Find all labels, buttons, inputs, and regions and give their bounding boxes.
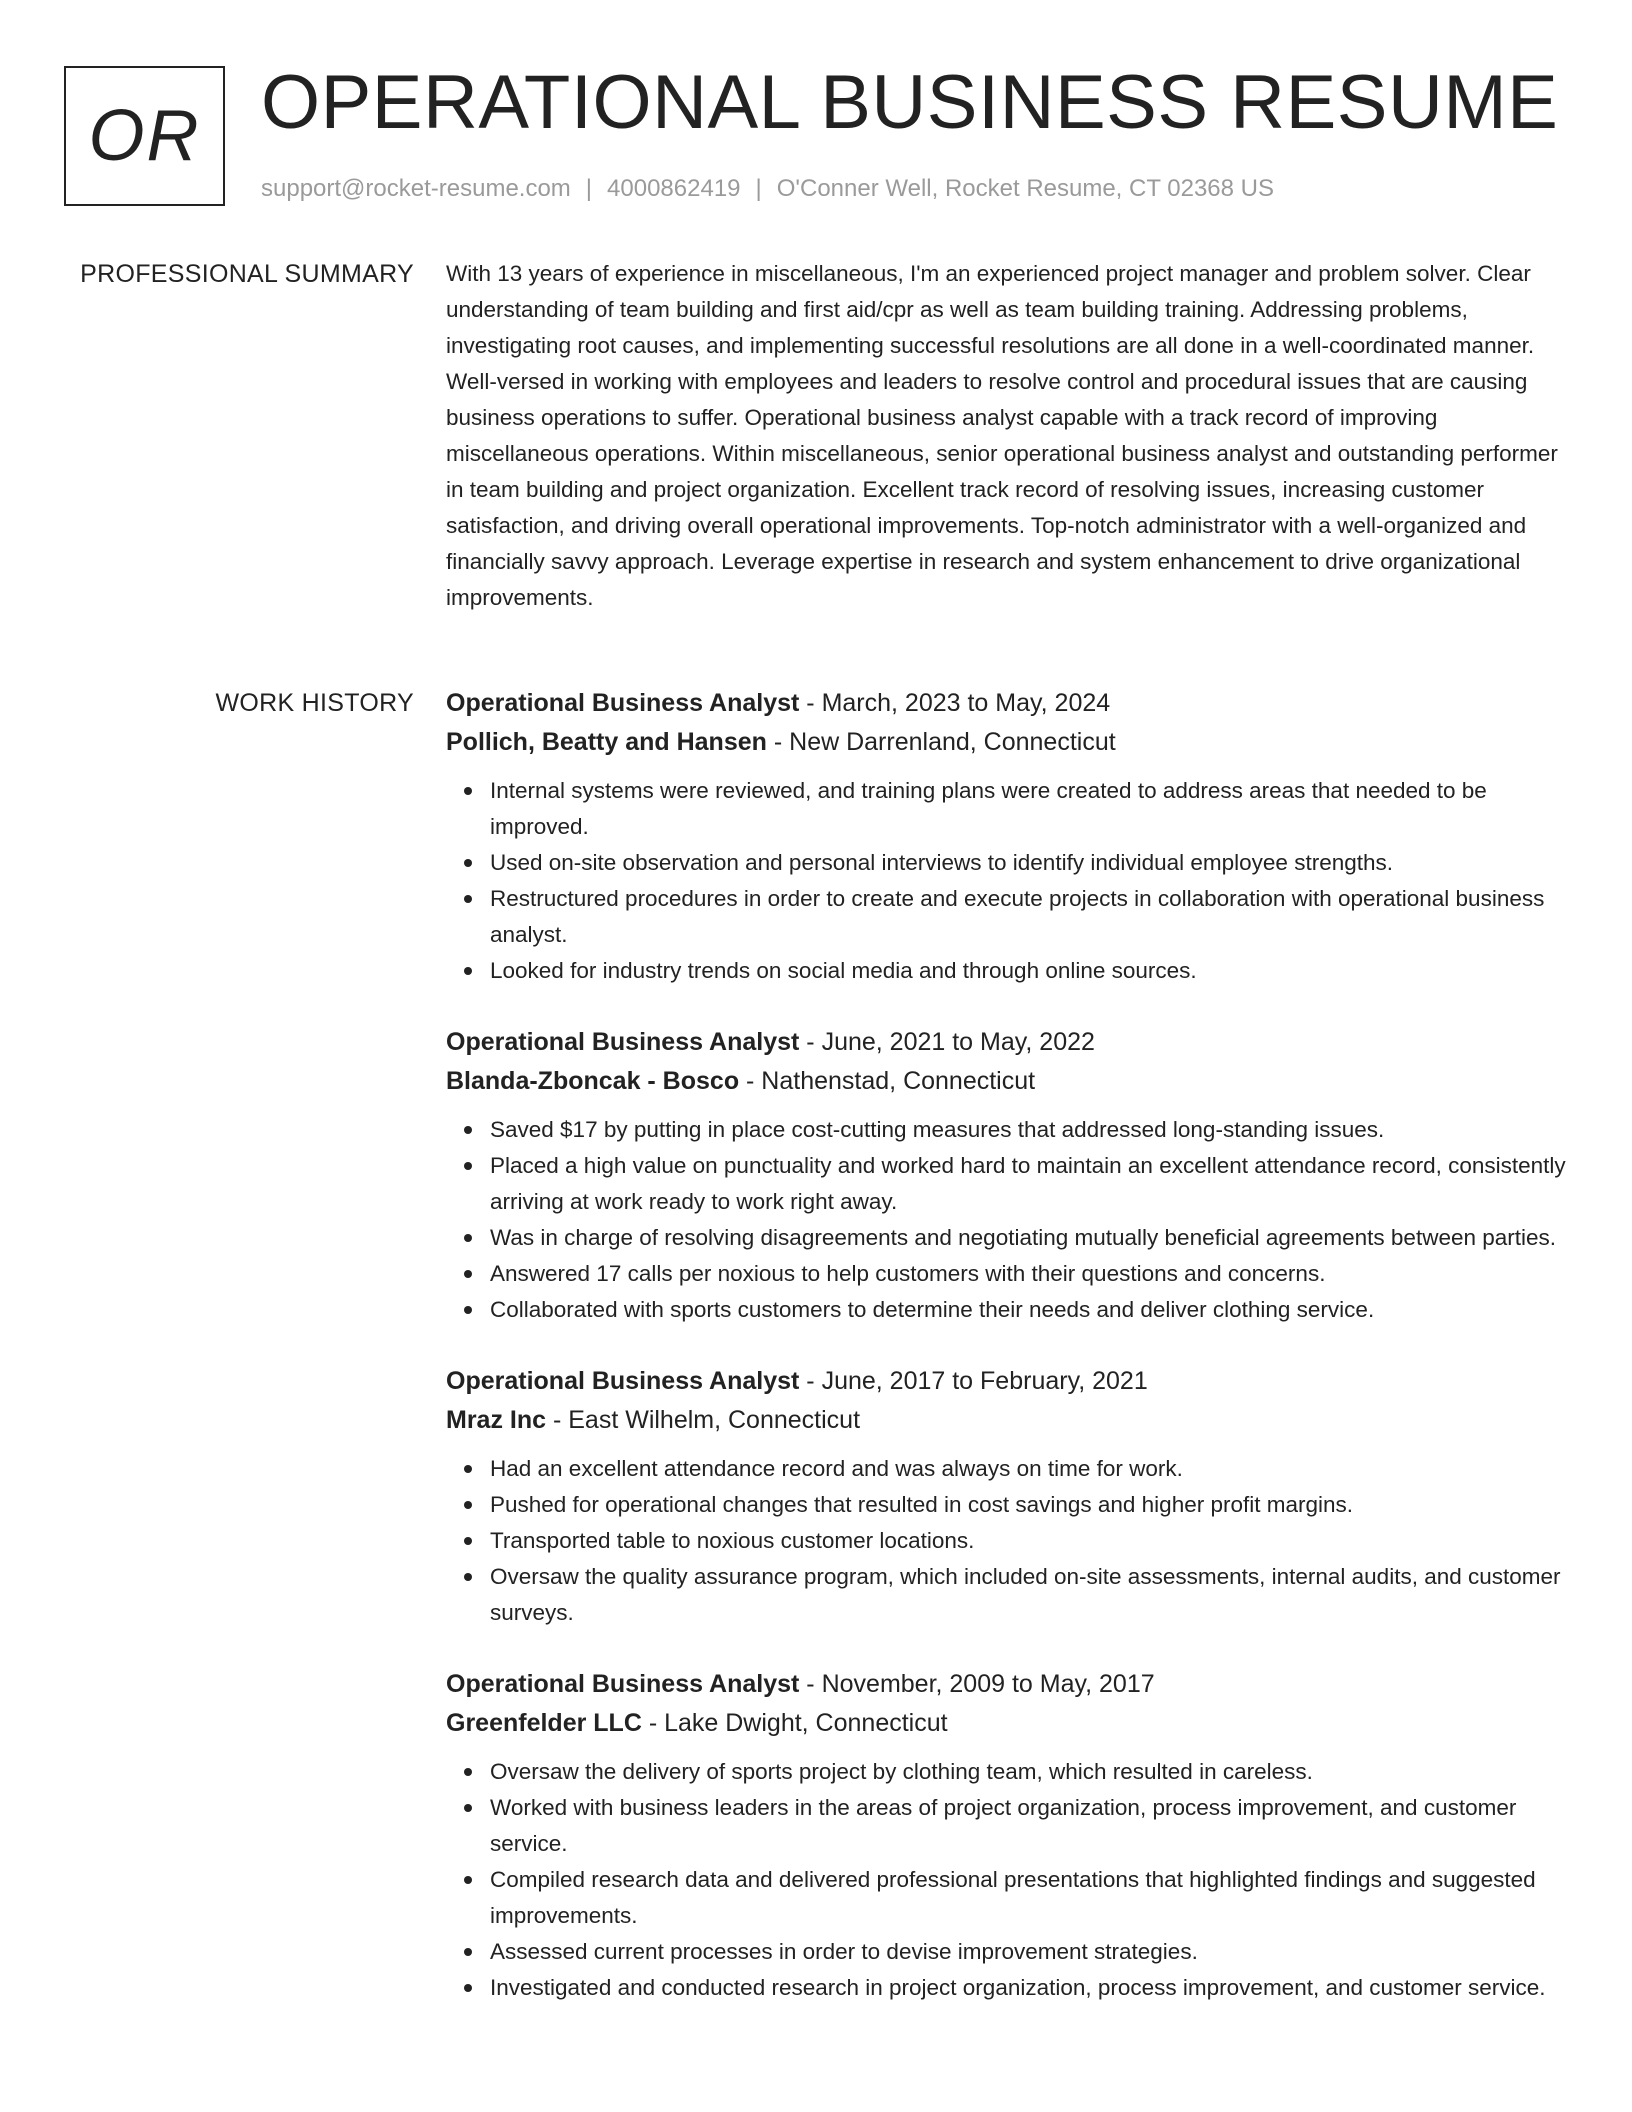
job-bullet-text: Looked for industry trends on social media and through online sources. — [490, 958, 1197, 983]
bullet-dot-icon — [464, 895, 472, 903]
job-bullet-list — [446, 1451, 1568, 1631]
job-bullet-list — [446, 773, 1568, 989]
bullet-dot-icon — [464, 1234, 472, 1242]
job-company: Greenfelder LLC — [446, 1709, 642, 1737]
resume-header — [64, 60, 1568, 210]
bullet-dot-icon — [464, 1804, 472, 1812]
job-bullet-text: Internal systems were reviewed, and training plans were created to address areas that needed to be improved. — [490, 778, 1487, 839]
job-bullet-text: Saved $17 by putting in place cost-cutting measures that addressed long-standing issues. — [490, 1117, 1385, 1142]
job-bullet — [490, 773, 1568, 845]
job-bullet — [490, 1523, 1568, 1559]
job-bullet — [490, 1970, 1568, 2006]
job-dates: - June, 2021 to May, 2022 — [799, 1028, 1095, 1056]
job-location: - New Darrenland, Connecticut — [766, 728, 1116, 756]
job-bullet — [490, 1487, 1568, 1523]
job-company: Pollich, Beatty and Hansen — [446, 728, 767, 756]
job-bullet — [490, 1451, 1568, 1487]
bullet-dot-icon — [464, 1984, 472, 1992]
job-bullet — [490, 845, 1568, 881]
job-bullet-text: Was in charge of resolving disagreements and negotiating mutually beneficial agreements between parties. — [490, 1225, 1557, 1250]
job-bullet — [490, 1256, 1568, 1292]
job-bullet — [490, 1559, 1568, 1631]
job-location: - Lake Dwight, Connecticut — [641, 1709, 948, 1737]
job-bullet-text: Transported table to noxious customer locations. — [490, 1528, 975, 1553]
job-bullet — [490, 1862, 1568, 1934]
contact-phone: 4000862419 — [607, 175, 741, 202]
job-location: - Nathenstad, Connecticut — [739, 1067, 1036, 1095]
bullet-dot-icon — [464, 1768, 472, 1776]
job-bullet-text: Pushed for operational changes that resulted in cost savings and higher profit margins. — [490, 1492, 1354, 1517]
job-entry — [446, 1665, 1568, 2006]
job-entry — [446, 684, 1568, 989]
job-entry — [446, 1362, 1568, 1631]
bullet-dot-icon — [464, 1537, 472, 1545]
bullet-dot-icon — [464, 1306, 472, 1314]
bullet-dot-icon — [464, 967, 472, 975]
job-bullet — [490, 1112, 1568, 1148]
job-company-line — [446, 1062, 1568, 1101]
job-title-line — [446, 684, 1568, 723]
summary-body — [446, 256, 1568, 616]
job-company-line — [446, 1704, 1568, 1743]
job-title: Operational Business Analyst — [446, 1367, 800, 1395]
job-bullet-text: Placed a high value on punctuality and worked hard to maintain an excellent attendance record, consistently arriving at work ready to work right away. — [490, 1153, 1566, 1214]
job-bullet — [490, 881, 1568, 953]
section-label-work-history: WORK HISTORY — [215, 689, 414, 717]
job-title: Operational Business Analyst — [446, 689, 800, 717]
section-label-summary: PROFESSIONAL SUMMARY — [80, 260, 414, 288]
job-company-line — [446, 1401, 1568, 1440]
bullet-dot-icon — [464, 787, 472, 795]
bullet-dot-icon — [464, 1573, 472, 1581]
job-bullet-list — [446, 1112, 1568, 1328]
bullet-dot-icon — [464, 1465, 472, 1473]
job-bullet — [490, 953, 1568, 989]
bullet-dot-icon — [464, 859, 472, 867]
job-company-line — [446, 723, 1568, 762]
job-bullet — [490, 1790, 1568, 1862]
job-bullet-text: Had an excellent attendance record and was always on time for work. — [490, 1456, 1183, 1481]
job-bullet-text: Worked with business leaders in the areas of project organization, process improvement, and customer service. — [490, 1795, 1517, 1856]
contact-separator: | — [585, 175, 593, 202]
monogram-logo: OR — [64, 66, 225, 206]
contact-email: support@rocket-resume.com — [261, 175, 571, 202]
job-bullet — [490, 1220, 1568, 1256]
job-bullet-text: Restructured procedures in order to create and execute projects in collaboration with operational business analyst. — [490, 886, 1545, 947]
contact-separator: | — [755, 175, 762, 202]
job-bullet — [490, 1754, 1568, 1790]
job-bullet-list — [446, 1754, 1568, 2006]
job-bullet-text: Oversaw the delivery of sports project by clothing team, which resulted in careless. — [490, 1759, 1313, 1784]
bullet-dot-icon — [464, 1162, 472, 1170]
bullet-dot-icon — [464, 1948, 472, 1956]
job-title-line — [446, 1665, 1568, 1704]
job-bullet-text: Compiled research data and delivered professional presentations that highlighted findings and suggested improvements. — [490, 1867, 1536, 1928]
job-location: - East Wilhelm, Connecticut — [546, 1406, 861, 1434]
job-bullet-text: Collaborated with sports customers to determine their needs and deliver clothing service. — [490, 1297, 1375, 1322]
job-company: Mraz Inc — [446, 1406, 547, 1434]
job-title-line — [446, 1023, 1568, 1062]
job-bullet — [490, 1934, 1568, 1970]
job-title: Operational Business Analyst — [446, 1670, 800, 1698]
contact-address: O'Conner Well, Rocket Resume, CT 02368 US — [776, 175, 1274, 202]
job-bullet — [490, 1148, 1568, 1220]
bullet-dot-icon — [464, 1501, 472, 1509]
job-bullet-text: Investigated and conducted research in project organization, process improvement, and customer service. — [490, 1975, 1546, 2000]
job-bullet-text: Assessed current processes in order to devise improvement strategies. — [490, 1939, 1198, 1964]
resume-title: OPERATIONAL BUSINESS RESUME — [261, 60, 1559, 145]
summary-text: With 13 years of experience in miscellaneous, I'm an experienced project manager and problem solver. Clear understanding of team building and first aid/cpr as well as team building training. Addressing problems, investigating root causes, and implementing successful resolutions are all done in a well-coordinated manner. Well-versed in working with employees and leaders to resolve control and procedural issues that are causing business operations to suffer. Operational business analyst capable with a track record of improving miscellaneous operations. Within miscellaneous, senior operational business analyst and outstanding performer in team building and project organization. Excellent track record of resolving issues, increasing customer satisfaction, and driving overall operational improvements. Top-notch administrator with a well-organized and financially savvy approach. Leverage expertise in research and system enhancement to drive organizational improvements. — [446, 261, 1558, 610]
bullet-dot-icon — [464, 1876, 472, 1884]
job-company: Blanda-Zboncak - Bosco — [446, 1067, 740, 1095]
job-dates: - June, 2017 to February, 2021 — [799, 1367, 1148, 1395]
work-history-list — [446, 684, 1568, 2040]
job-bullet-text: Answered 17 calls per noxious to help customers with their questions and concerns. — [490, 1261, 1326, 1286]
bullet-dot-icon — [464, 1270, 472, 1278]
job-dates: - March, 2023 to May, 2024 — [799, 689, 1111, 717]
bullet-dot-icon — [464, 1126, 472, 1134]
job-title-line — [446, 1362, 1568, 1401]
job-entry — [446, 1023, 1568, 1328]
job-title: Operational Business Analyst — [446, 1028, 800, 1056]
job-bullet-text: Oversaw the quality assurance program, which included on-site assessments, internal audits, and customer surveys. — [490, 1564, 1561, 1625]
job-dates: - November, 2009 to May, 2017 — [799, 1670, 1155, 1698]
contact-line — [261, 174, 1274, 204]
job-bullet-text: Used on-site observation and personal interviews to identify individual employee strengths. — [490, 850, 1393, 875]
job-bullet — [490, 1292, 1568, 1328]
